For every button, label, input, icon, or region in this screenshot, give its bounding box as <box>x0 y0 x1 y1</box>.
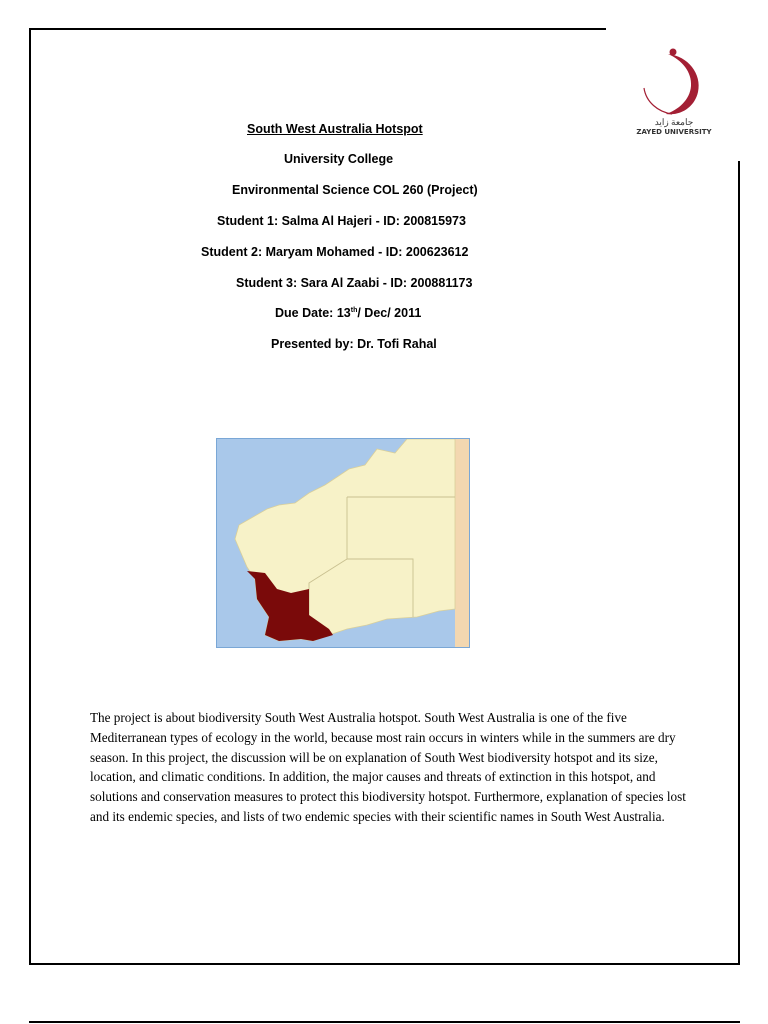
south-west-australia-map <box>216 438 470 648</box>
student-3: Student 3: Sara Al Zaabi - ID: 200881173 <box>236 276 473 290</box>
institution-name: University College <box>284 152 394 166</box>
course-name: Environmental Science COL 260 (Project) <box>232 183 478 197</box>
logo-arabic-text: جامعة زايد <box>654 117 694 127</box>
logo-english-text: ZAYED UNIVERSITY <box>636 128 712 136</box>
due-date <box>275 306 421 320</box>
map-graphic <box>217 439 469 647</box>
page-title: South West Australia Hotspot <box>247 122 423 136</box>
due-date-sup: th <box>350 306 358 314</box>
zayed-university-logo <box>606 26 742 161</box>
student-2: Student 2: Maryam Mohamed - ID: 200623612 <box>201 245 469 259</box>
due-date-prefix: Due Date: 13 <box>275 306 351 320</box>
student-1: Student 1: Salma Al Hajeri - ID: 200815973 <box>217 214 466 228</box>
zayed-university-logo-icon <box>606 26 742 161</box>
due-date-suffix: / Dec/ 2011 <box>357 306 422 320</box>
body-paragraph: The project is about biodiversity South West Australia hotspot. South West Australia is one of the five Mediterranean types of ecology in the world, because most rain occurs in winters while in the summers are dry season. In this project, the discussion will be on explanation of South West biodiversity hotspot and its size, location, and climatic conditions. In addition, the major causes and threats of extinction in this hotspot, and solutions and conservation measures to protect this biodiversity hotspot. Furthermore, explanation of species lost and its endemic species, and lists of two endemic species with their scientific names in South West Australia. <box>90 710 686 824</box>
presenter: Presented by: Dr. Tofi Rahal <box>271 337 437 351</box>
bottom-border-line <box>29 1021 740 1023</box>
